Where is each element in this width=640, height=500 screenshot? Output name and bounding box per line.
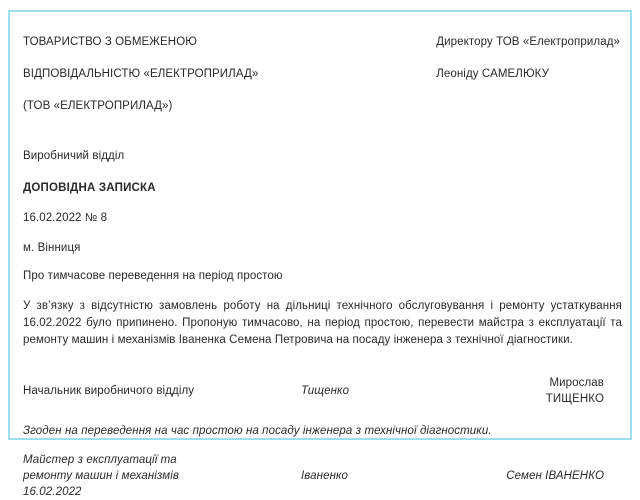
- signer-signature: Тищенко: [301, 385, 350, 397]
- addressee-name: Леоніду САМЕЛЮКУ: [436, 68, 549, 80]
- signer-position: Начальник виробничого відділу: [23, 385, 195, 397]
- signer-position-line: Майстер з експлуатації та: [23, 454, 177, 466]
- addressee-title: Директору ТОВ «Електроприлад»: [436, 36, 620, 48]
- city-line: м. Вінниця: [23, 242, 81, 254]
- company-name-line: ВІДПОВІДАЛЬНІСТЮ «ЕЛЕКТРОПРИЛАД»: [23, 68, 259, 80]
- memo-page: [8, 10, 632, 498]
- date-and-number: 16.02.2022 № 8: [23, 212, 108, 224]
- signer-position-line: ремонту машин і механізмів: [23, 470, 179, 482]
- signature-date: 16.02.2022: [23, 486, 82, 498]
- company-name-line: ТОВАРИСТВО З ОБМЕЖЕНОЮ: [23, 36, 197, 48]
- company-name-line: (ТОВ «ЕЛЕКТРОПРИЛАД»): [23, 100, 173, 112]
- signature-row-head: [23, 375, 622, 407]
- body-paragraph: У зв’язку з відсутністю замовлень роботу на дільниці технічного обслуговування і ремонту устаткування 16.02.2022 було припинено. Пропоную тимчасово, на період простою, перевести майстра з експлуатації та ремонту машин і механізмів Іваненка Семена Петровича на посаду інженера з технічної діагностики.: [23, 300, 622, 346]
- resolution-line: Згоден на переведення на час простою на посаду інженера з технічної діагностики.: [23, 425, 492, 437]
- signer-name: Семен ІВАНЕНКО: [506, 470, 604, 482]
- document-title: ДОПОВІДНА ЗАПИСКА: [23, 182, 156, 194]
- signature-row-master: [23, 452, 622, 500]
- signer-name: Мирослав ТИЩЕНКО: [545, 377, 604, 405]
- memo-header: [23, 18, 622, 130]
- department-line: Виробничий відділ: [23, 150, 125, 162]
- subject-line: Про тимчасове переведення на період простою: [23, 270, 283, 282]
- addressee-block: [436, 18, 622, 98]
- company-name-block: [23, 18, 258, 130]
- signer-position: [23, 452, 301, 500]
- signer-signature: Іваненко: [301, 470, 349, 482]
